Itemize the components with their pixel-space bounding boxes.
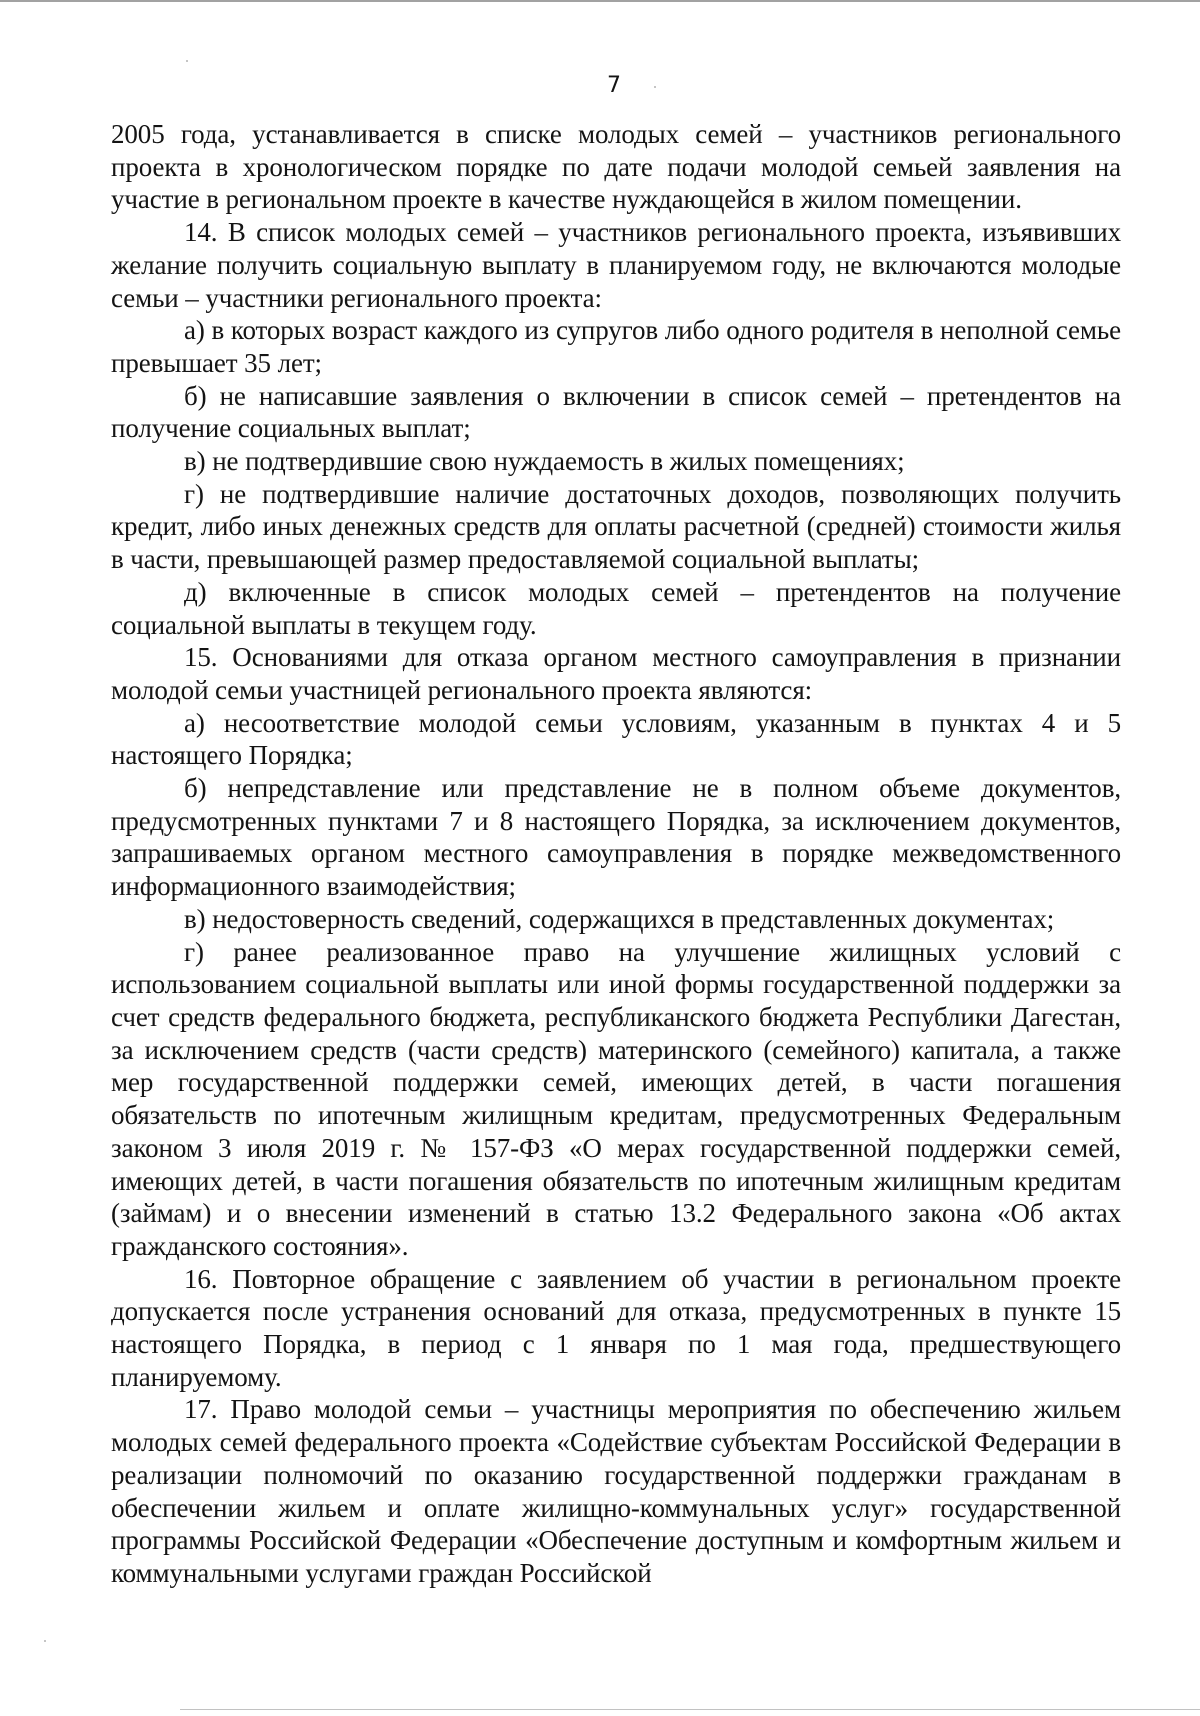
subparagraph-14v: в) не подтвердившие свою нуждаемость в жилых помещениях; <box>184 446 905 477</box>
subparagraph-15g: г) ранее реализованное право на улучшение жилищных условий с использованием социальной выплаты или иной формы государственной поддержки за счет средств федерального бюджета, республиканского бюджета Республики Дагестан, за исключением средств (части средств) материнского (семейного) капитала, а также мер государственной поддержки семей, имеющих детей, в части погашения обязательств по ипотечным жилищным кредитам, предусмотренных Федеральным законом 3 июля 2019 г. № 157-ФЗ «О мерах государственной поддержки семей, имеющих детей, в части погашения обязательств по ипотечным жилищным кредитам (займам) и о внесении изменений в статью 13.2 Федерального закона «Об актах гражданского состояния». <box>111 936 1121 1261</box>
subparagraph-15v: в) недостоверность сведений, содержащихся в представленных документах; <box>184 903 1055 934</box>
scan-edge-bottom <box>180 1709 1200 1710</box>
paragraph-15: 15. Основаниями для отказа органом местного самоуправления в признании молодой семьи участницей регионального проекта являются: <box>111 642 1121 705</box>
paragraph-16: 16. Повторное обращение с заявлением об участии в региональном проекте допускается после устранения оснований для отказа, предусмотренных в пункте 15 настоящего Порядка, в период с 1 января по 1 мая года, предшествующего планируемому. <box>111 1263 1121 1392</box>
subparagraph-14g: г) не подтвердившие наличие достаточных доходов, позволяющих получить кредит, либо иных денежных средств для оплаты расчетной (средней) стоимости жилья в части, превышающей размер предоставляемой социальной выплаты; <box>111 478 1121 575</box>
subparagraph-14a: а) в которых возраст каждого из супругов либо одного родителя в неполной семье превышает 35 лет; <box>111 315 1121 378</box>
scan-speck <box>186 60 188 62</box>
subparagraph-14d: д) включенные в список молодых семей – претендентов на получение социальной выплаты в текущем году. <box>111 576 1121 640</box>
scan-speck <box>44 1640 46 1642</box>
document-body <box>111 118 1121 1590</box>
scan-edge-top <box>0 0 1200 2</box>
paragraph-continuation: 2005 года, устанавливается в списке молодых семей – участников регионального проекта в хронологическом порядке по дате подачи молодой семьей заявления на участие в региональном проекте в качестве нуждающейся в жилом помещении. <box>111 119 1121 215</box>
subparagraph-14b: б) не написавшие заявления о включении в список семей – претендентов на получение социальных выплат; <box>111 380 1121 444</box>
subparagraph-15a: а) несоответствие молодой семьи условиям, указанным в пунктах 4 и 5 настоящего Порядка; <box>111 707 1121 771</box>
paragraph-14: 14. В список молодых семей – участников регионального проекта, изъявивших желание получить социальную выплату в планируемом году, не включаются молодые семьи – участники регионального проекта: <box>111 217 1121 313</box>
subparagraph-15b: б) непредставление или представление не в полном объеме документов, предусмотренных пунктами 7 и 8 настоящего Порядка, за исключением документов, запрашиваемых органом местного самоуправления в порядке межведомственного информационного взаимодействия; <box>111 773 1121 902</box>
paragraph-17: 17. Право молодой семьи – участницы мероприятия по обеспечению жильем молодых семей федерального проекта «Содействие субъектам Российской Федерации в реализации полномочий по оказанию государственной поддержки гражданам в обеспечении жильем и оплате жилищно-коммунальных услуг» государственной программы Российской Федерации «Обеспечение доступным и комфортным жильем и коммунальными услугами граждан Российской <box>111 1394 1121 1588</box>
page-number: 7 <box>607 73 621 98</box>
